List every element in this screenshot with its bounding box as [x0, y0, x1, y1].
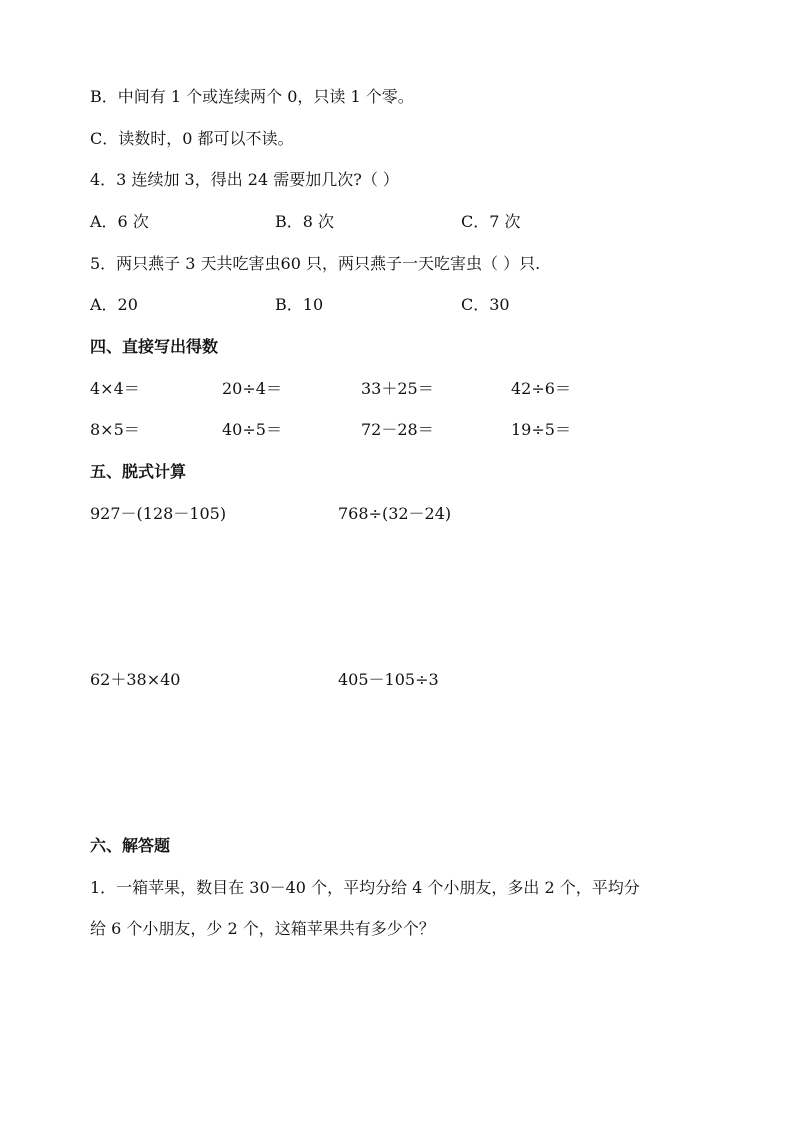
q4-option-b: B．8 次 [275, 212, 335, 231]
q6-1-line1: 1．一箱苹果，数目在 30－40 个，平均分给 4 个小朋友，多出 2 个，平均分 [90, 878, 640, 897]
oral-calc-item: 19÷5＝ [511, 420, 571, 439]
q5-option-c: C．30 [461, 295, 510, 314]
oral-calc-item: 42÷6＝ [511, 379, 571, 398]
section4-heading: 四、直接写出得数 [90, 337, 219, 356]
step-calc-item: 927－(128－105) [90, 504, 227, 523]
q6-1-line2: 给 6 个小朋友，少 2 个，这箱苹果共有多少个？ [90, 919, 435, 938]
q5-question: 5．两只燕子 3 天共吃害虫60 只，两只燕子一天吃害虫（ ）只. [90, 254, 541, 273]
oral-calc-item: 4×4＝ [90, 379, 140, 398]
section5-heading: 五、脱式计算 [90, 462, 187, 481]
oral-calc-item: 8×5＝ [90, 420, 140, 439]
step-calc-item: 405－105÷3 [338, 670, 439, 689]
oral-calc-item: 40÷5＝ [222, 420, 282, 439]
step-calc-item: 768÷(32－24) [338, 504, 452, 523]
q4-option-a: A．6 次 [90, 212, 149, 231]
q3-option-c: C．读数时，0 都可以不读。 [90, 129, 294, 148]
q3-option-b: B．中间有 1 个或连续两个 0，只读 1 个零。 [90, 87, 414, 106]
section6-heading: 六、解答题 [90, 836, 171, 855]
oral-calc-item: 20÷4＝ [222, 379, 282, 398]
step-calc-item: 62＋38×40 [90, 670, 181, 689]
oral-calc-item: 72－28＝ [361, 420, 434, 439]
oral-calc-item: 33＋25＝ [361, 379, 434, 398]
q5-option-b: B．10 [275, 295, 324, 314]
q4-question: 4．3 连续加 3，得出 24 需要加几次?（ ） [90, 170, 399, 189]
q4-option-c: C．7 次 [461, 212, 521, 231]
q5-option-a: A．20 [90, 295, 138, 314]
